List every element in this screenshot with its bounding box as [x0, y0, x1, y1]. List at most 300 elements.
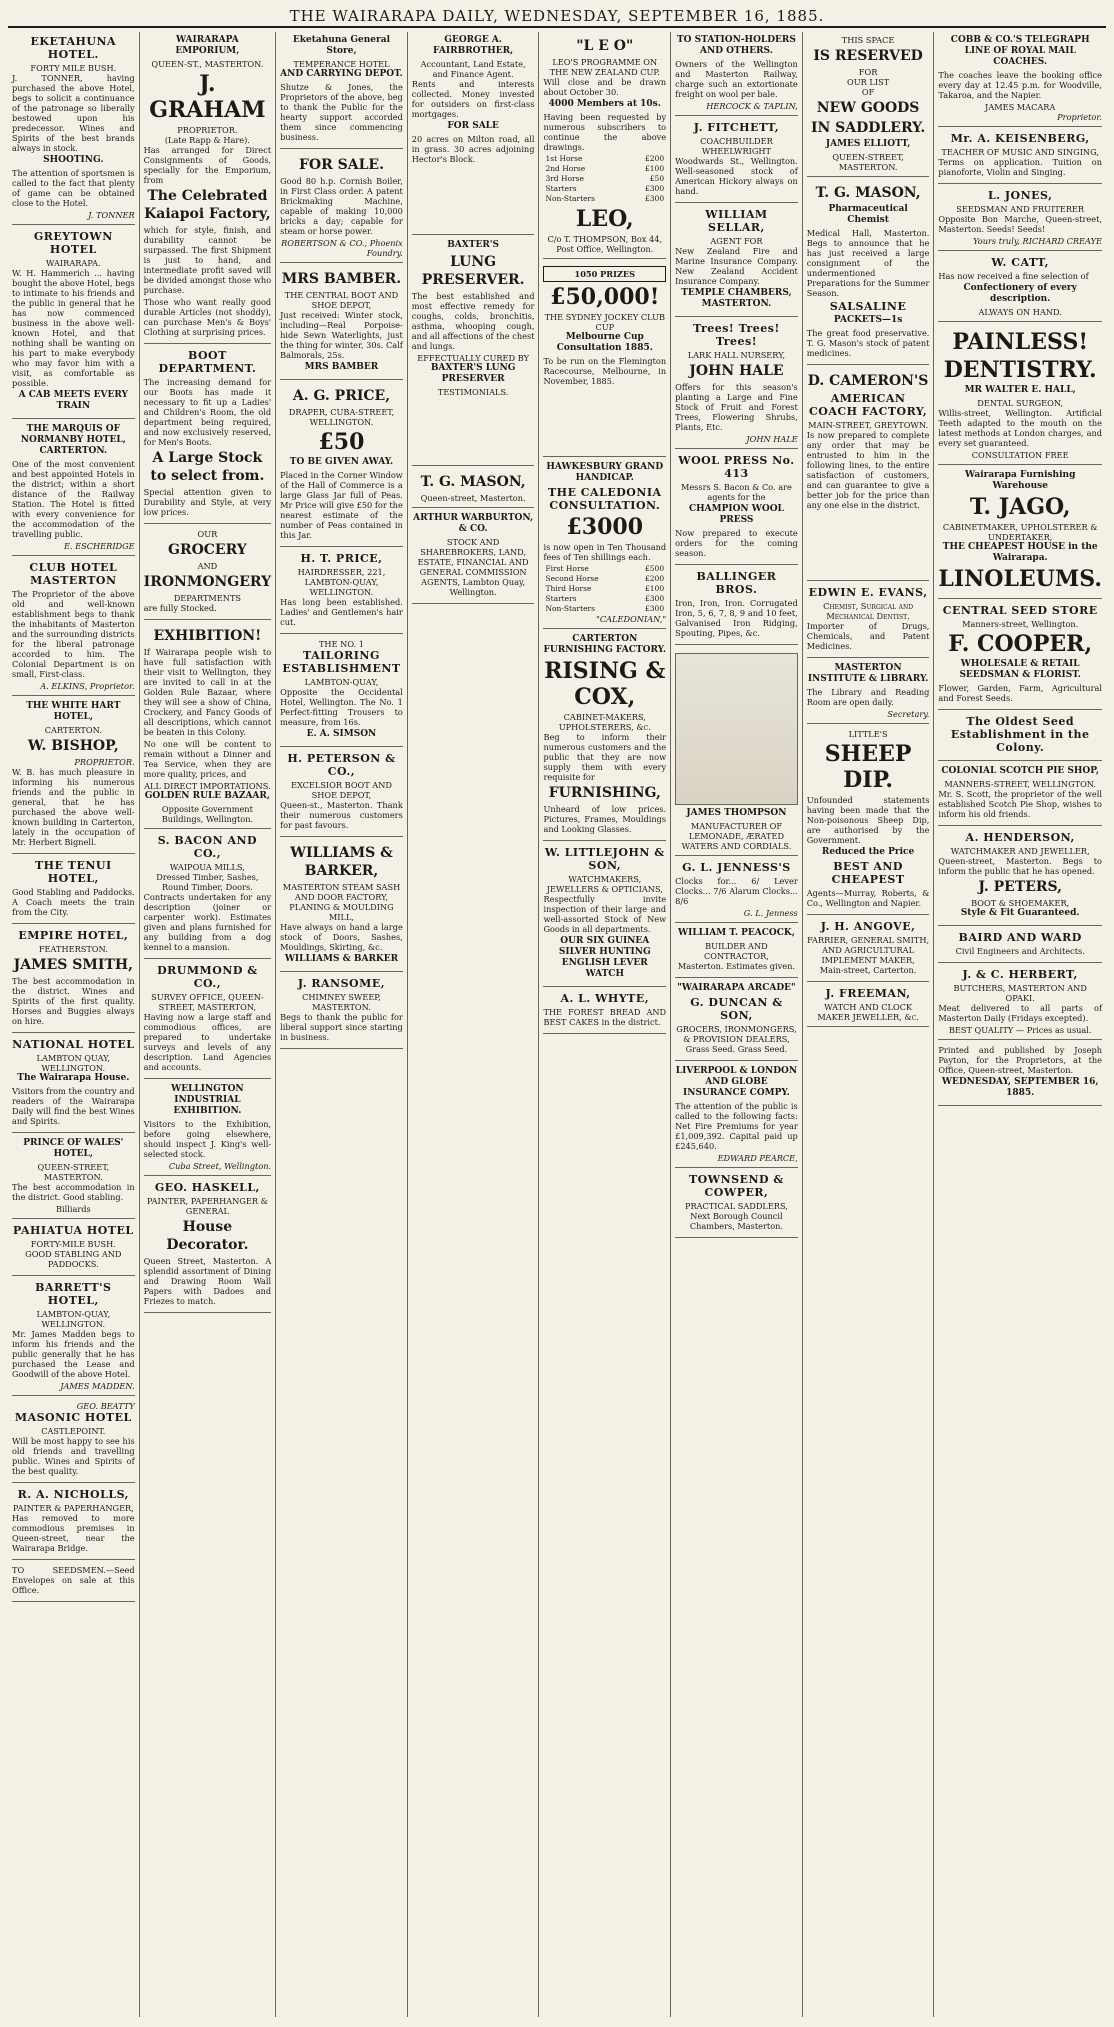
ad-signature: JAMES MACARA: [985, 102, 1056, 112]
ad-signature: Cuba Street, Wellington.: [168, 1161, 272, 1171]
ad-title: R. A. NICHOLLS,: [17, 1488, 129, 1501]
ad-eketahuna-store: [280, 32, 403, 149]
ad-subtitle: Messrs S. Bacon & Co. are agents for the: [680, 482, 792, 502]
ad-for-sale: [280, 151, 403, 263]
ad-section: SHOOTING.: [43, 155, 104, 165]
ad-body: Good Stabling and Paddocks. A Coach meets the train from the City.: [12, 887, 135, 917]
ad-role: WHOLESALE & RETAIL SEEDSMAN & FLORIST.: [959, 659, 1081, 680]
ad-title: J. FREEMAN,: [825, 987, 911, 1000]
ad-keisenberg: [938, 129, 1102, 184]
ad-signature: "CALEDONIAN,": [596, 614, 667, 624]
ad-townsend-cowper: [675, 1170, 798, 1238]
ad-body: Terms on application. Tuition on pianoforte, Violin and Singing.: [938, 157, 1102, 177]
ad-text: Dressed Timber, Sashes, Round Timber, Doors.: [156, 872, 259, 892]
ad-jago-furnishing: [938, 467, 1102, 599]
ad-body: is now open in Ten Thousand fees of Ten shillings each.: [543, 542, 667, 562]
ad-body: The attention of the public is called to the following facts: Net Fire Premiums for year £1,009,392. Capital paid up £245,640.: [675, 1101, 798, 1151]
ad-name: JAMES SMITH,: [13, 957, 133, 973]
ad-henderson: [938, 828, 1102, 926]
ad-body: Woodwards St., Wellington. Well-seasoned stock of American Hickory always on hand.: [675, 156, 798, 196]
ad-subtitle: THE CENTRAL BOOT AND SHOE DEPOT,: [284, 290, 399, 310]
ad-text: IS RESERVED: [813, 48, 923, 64]
ad-text: NEW GOODS: [816, 100, 920, 116]
ad-white-hart-hotel: [12, 698, 135, 854]
ad-body: GOOD STABLING AND PADDOCKS.: [25, 1249, 122, 1269]
ad-title: T. G. MASON,: [815, 185, 921, 201]
ad-subtitle: GROCERS, IRONMONGERS, & PROVISION DEALERS,: [676, 1024, 797, 1044]
ad-title: MASONIC HOTEL: [14, 1411, 132, 1424]
ad-body: Iron, Iron, Iron. Corrugated Iron, 5, 6, 7, 8, 9 and 10 feet, Galvanised Iron Ridging, Spouting, Pipes, &c.: [675, 598, 798, 638]
ad-name: J. PETERS,: [978, 879, 1063, 895]
ad-title: PRINCE OF WALES' HOTEL,: [23, 1138, 124, 1159]
ad-text: IRONMONGERY: [143, 574, 272, 590]
ad-body: The attention of sportsmen is called to the fact that plenty of game can be obtained close to the Hotel.: [12, 168, 135, 208]
ad-text: FOR: [858, 67, 878, 77]
ad-subtitle: THE SYDNEY JOCKEY CLUB CUP: [544, 312, 665, 332]
ad-subtitle: QUEEN-STREET, MASTERTON.: [832, 152, 904, 172]
ad-text: THE CHEAPEST HOUSE in the Wairarapa.: [942, 542, 1098, 563]
ad-subtitle: FORTY-MILE BUSH.: [30, 1239, 116, 1249]
ad-text: ALL DIRECT IMPORTATIONS.: [144, 781, 271, 791]
table-row: Starters £300: [545, 184, 665, 193]
ad-hawkesbury: [543, 459, 666, 629]
ad-title: 1050 PRIZES: [543, 266, 666, 282]
ad-liverpool-insurance: [675, 1063, 798, 1168]
ad-title: THE WHITE HART HOTEL,: [26, 701, 121, 722]
ad-name: CHAMPION WOOL PRESS: [688, 504, 784, 525]
ad-body: The Proprietor of the above old and well-known establishment begs to thank the inhabitants of Masterton and the surrounding districts for the liberal patronage accorded to him. The Colonial Department is on small, First-class.: [12, 589, 135, 679]
ad-body: Has arranged for Direct Consignments of Goods, specially for the Emporium, from: [143, 145, 272, 185]
ad-body: The Library and Reading Room are open daily.: [806, 687, 930, 707]
ad-subtitle: WATCHMAKER AND JEWELLER,: [950, 846, 1090, 856]
ad-title: Eketahuna General Store,: [292, 35, 391, 56]
ad-boot-department: [144, 346, 272, 524]
ad-whyte: [543, 989, 666, 1034]
ad-body: The best accommodation in the district. Wines and Spirits of the first quality. Horses and Buggies always on hire.: [12, 976, 135, 1026]
column-4: [408, 32, 540, 2017]
ad-body: Opposite Bon Marche, Queen-street, Masterton. Seeds! Seeds!: [938, 214, 1102, 234]
column-7: [803, 32, 935, 2017]
ad-body: Importer of Drugs, Chemicals, and Patent Medicines.: [806, 621, 930, 651]
ad-subtitle: CASTLEPOINT.: [41, 1426, 106, 1436]
ad-barretts-hotel: [12, 1278, 135, 1396]
ad-title: "L E O": [576, 38, 634, 54]
ad-baird-ward: [938, 928, 1102, 963]
ad-name: AND CARRYING DEPOT.: [280, 69, 403, 79]
columns: [8, 32, 1106, 2017]
ad-subtitle: Pharmaceutical Chemist: [828, 204, 908, 225]
ad-subtitle: CHIMNEY SWEEP, MASTERTON.: [302, 992, 381, 1012]
ad-name: F. COOPER,: [948, 631, 1093, 657]
ad-angove: [807, 917, 930, 982]
ad-subtitle: THE CALEDONIA CONSULTATION.: [548, 486, 662, 512]
ad-title: LIVERPOOL & LONDON AND GLOBE INSURANCE COMPY.: [675, 1066, 798, 1098]
ad-body: Clocks for... 6/ Lever Clocks... 7/6 Alarum Clocks... 8/6: [675, 876, 798, 906]
ad-littlejohn: [543, 843, 666, 987]
ad-body: Will be most happy to see his old friends and travelling public. Wines and Spirits of the best quality.: [12, 1436, 135, 1476]
ad-text: Reduced the Price: [821, 847, 915, 857]
ad-subtitle: Chemist, Surgical and Mechanical Dentist.: [823, 601, 914, 621]
ad-title: CENTRAL SEED STORE: [942, 604, 1098, 617]
ad-masonic-hotel: [12, 1398, 135, 1483]
ad-title: A. HENDERSON,: [965, 831, 1075, 844]
ad-signature: CONSULTATION FREE: [971, 450, 1069, 460]
ad-tenui-hotel: [12, 856, 135, 924]
ad-body: Rents and interests collected. Money invested for outsiders on first-class mortgages.: [411, 79, 535, 119]
ad-station-holders: [675, 32, 798, 116]
ad-text: THIS SPACE: [841, 35, 895, 45]
ad-subtitle: EFFECTUALLY CURED BY: [417, 353, 529, 363]
ad-signature: E. A. SIMSON: [306, 729, 377, 739]
ad-section: FOR SALE: [447, 121, 499, 131]
ad-title: WILLIAM SELLAR,: [705, 208, 768, 234]
ad-name: TAILORING ESTABLISHMENT: [282, 649, 401, 675]
ad-body: The coaches leave the booking office every day at 12.45 p.m. for Woodville, Takaroa, and the Napier.: [938, 70, 1102, 100]
ad-name: SHEEP DIP.: [824, 741, 912, 793]
ad-body: The great food preservative. T. G. Mason's stock of patent medicines.: [806, 328, 930, 358]
ad-hairdresser: [280, 549, 403, 634]
ad-name: LEO,: [575, 206, 634, 232]
ad-eketahuna-hotel: [12, 32, 135, 225]
ad-title: H. T. PRICE,: [300, 552, 383, 565]
ad-national-hotel: [12, 1035, 135, 1133]
ad-name: DENTISTRY.: [943, 357, 1097, 383]
ad-body: Next Borough Council Chambers, Masterton.: [689, 1211, 784, 1231]
ad-rising-cox: [543, 631, 666, 841]
ad-title: BAXTER'S: [447, 240, 500, 250]
imprint: [938, 1042, 1102, 1106]
column-3: [276, 32, 408, 2017]
ad-title: THE NO. 1: [318, 639, 364, 649]
ad-subtitle: LARK HALL NURSERY,: [687, 350, 786, 360]
ad-body: W. B. has much pleasure in informing his numerous friends and the public in general, that he has purchased the above well-known building in Carterton, lately in the occupation of Mr. Herbert Bignell.: [12, 767, 135, 847]
ad-note: (Late Rapp & Hare).: [164, 135, 250, 145]
ad-section: TESTIMONIALS.: [437, 387, 509, 397]
ad-title: D. CAMERON'S: [807, 373, 929, 389]
prize-table: [543, 154, 666, 204]
ad-haskell: [144, 1178, 272, 1313]
ad-subtitle: DRAPER, CUBA-STREET, WELLINGTON.: [288, 407, 395, 427]
ad-body: Agents—Murray, Roberts, & Co., Wellington and Napier.: [806, 888, 930, 908]
ad-role: PROPRIETOR.: [177, 125, 238, 135]
ad-subtitle: PRACTICAL SADDLERS,: [684, 1201, 788, 1211]
ad-body: Begs to thank the public for liberal support since starting in business.: [280, 1012, 403, 1042]
ad-name: BAXTER'S LUNG PRESERVER: [430, 363, 516, 384]
prize-table: [543, 564, 666, 614]
ad-address: C/o T. THOMPSON, Box 44, Post Office, Wellington.: [547, 234, 663, 254]
ad-subtitle: LEO'S PROGRAMME ON THE NEW ZEALAND CUP.: [549, 57, 660, 77]
ad-body: Opposite the Occidental Hotel, Wellington. The No. 1 Perfect-fitting Trousers to measure, from 16s.: [280, 687, 403, 727]
ad-title: A. G. PRICE,: [292, 388, 391, 404]
ad-text: FURNISHING,: [548, 785, 661, 801]
ad-name: JAMES ELLIOTT,: [825, 139, 911, 149]
ad-fairbrother: [412, 32, 535, 235]
ad-catt: [938, 253, 1102, 322]
ad-name: G. DUNCAN & SON,: [690, 996, 783, 1022]
ad-freeman: [807, 984, 930, 1027]
column-1: [8, 32, 140, 2017]
ad-signature: GEO. BEATTY: [76, 1401, 135, 1411]
ad-title: "WAIRARAPA ARCADE": [677, 983, 796, 993]
ad-normanby-hotel: [12, 421, 135, 556]
ad-body: Has long been established. Ladies' and Gentlemen's hair cut.: [280, 597, 403, 627]
ad-text: Style & Fit Guaranteed.: [960, 908, 1080, 918]
ad-body: Is now prepared to complete any order that may be entrusted to him in the following lines, to the entire satisfaction of customers, and can guarantee to give a better job for the price than any one else in the district.: [806, 430, 930, 510]
ad-title: TOWNSEND & COWPER,: [689, 1173, 784, 1199]
ad-wairarapa-emporium: [144, 32, 272, 344]
ad-text: OF: [861, 87, 875, 97]
ad-signature: T. G. MASON,: [420, 474, 526, 490]
ad-dentistry: [938, 324, 1102, 465]
ad-ballinger: [675, 567, 798, 645]
ad-body: Will close and be drawn about October 30.: [543, 77, 667, 97]
ad-subtitle: Melbourne Cup Consultation 1885.: [556, 332, 653, 353]
ad-title: PAHIATUA HOTEL: [13, 1224, 134, 1237]
ad-amount: £3000: [566, 514, 644, 540]
ad-subtitle: TEMPERANCE HOTEL: [293, 59, 390, 69]
ad-signature: Billiards: [55, 1204, 91, 1214]
ad-body: Has now received a fine selection of: [938, 271, 1089, 281]
ad-amount: £50: [318, 429, 365, 455]
ad-text: SALSALINE: [829, 300, 907, 313]
ad-signature: WILLIAMS & BARKER: [284, 954, 399, 964]
ad-body: STOCK AND SHAREBROKERS, LAND, ESTATE, FINANCIAL AND GENERAL COMMISSION AGENTS, Lambton Quay, Wellington.: [417, 537, 529, 597]
ad-text: OUR: [197, 529, 218, 539]
ad-subtitle: CARTERTON.: [44, 725, 102, 735]
ad-signature: MRS BAMBER: [304, 362, 379, 372]
ad-body: Medical Hall, Masterton. Begs to announce that he has just received a large consignment of the undermentioned Preparations for the Summer Season.: [806, 228, 930, 298]
ad-title: J. & C. HERBERT,: [962, 968, 1078, 981]
ad-subtitle: CABINETMAKER, UPHOLSTERER & UNDERTAKER,: [942, 522, 1098, 542]
ad-title: EXHIBITION!: [153, 628, 262, 644]
masthead-title: THE WAIRARAPA DAILY, WEDNESDAY, SEPTEMBER 16, 1885.: [289, 7, 825, 25]
ad-subtitle: FORTY MILE BUSH.: [30, 63, 117, 73]
ad-subtitle: LAMBTON-QUAY,: [304, 677, 379, 687]
ad-baxters-lung-preserver: [412, 237, 535, 466]
ad-signature: BEST QUALITY — Prices as usual.: [948, 1025, 1092, 1035]
ad-title: Wairarapa Furnishing Warehouse: [965, 470, 1076, 491]
ad-title: MASTERTON INSTITUTE & LIBRARY.: [807, 663, 929, 684]
masthead: [8, 6, 1106, 28]
ad-body: Having now a large staff and commodious offices, are prepared to undertake surveys and levels of any description. Land Agencies and accounts.: [143, 1012, 272, 1072]
ad-signature: J. TONNER: [88, 210, 135, 220]
ad-title: BARRETT'S HOTEL,: [35, 1281, 112, 1307]
ad-leo: [543, 32, 666, 259]
imprint-body: Printed and published by Joseph Payton, for the Proprietors, at the Office, Queen-street, Masterton.: [938, 1045, 1102, 1075]
ad-masterton-institute: [807, 660, 930, 724]
ad-pahiatua-hotel: [12, 1221, 135, 1276]
ad-mason-agent: [412, 468, 535, 508]
ad-title: COLONIAL SCOTCH PIE SHOP,: [941, 766, 1099, 776]
ad-ransome: [280, 974, 403, 1049]
ad-title: BALLINGER BROS.: [696, 570, 777, 596]
ad-cup-consultation: [543, 261, 666, 457]
ad-body: Those who want really good durable Articles (not shoddy), can purchase Men's & Boys' Clothing at surprising prices.: [143, 297, 272, 337]
ad-herbert-butchers: [938, 965, 1102, 1040]
ad-signature: JAMES MADDEN.: [60, 1381, 135, 1391]
ad-cooper-seeds: [938, 601, 1102, 710]
ad-signature: HERCOCK & TAPLIN,: [706, 101, 798, 111]
column-5: [539, 32, 671, 2017]
ad-name: RISING & COX,: [544, 658, 666, 710]
table-row: Non-Starters £300: [545, 604, 665, 613]
ad-title: FOR SALE.: [298, 157, 384, 173]
ad-subtitle: COACHBUILDER WHEELWRIGHT: [700, 136, 773, 156]
ad-role: DENTAL SURGEON,: [977, 398, 1064, 408]
ad-body: J. TONNER, having purchased the above Hotel, begs to solicit a continuance of the patronage so liberally bestowed upon his predecessor. Wines and Spirits of the best brands always in stock.: [12, 73, 135, 153]
table-row: Starters £300: [545, 594, 665, 603]
ad-subtitle: WAIPOUA MILLS,: [169, 862, 245, 872]
ad-title: CARTERTON FURNISHING FACTORY.: [543, 634, 667, 655]
ad-city: WELLINGTON.: [41, 1319, 106, 1329]
ad-signature: A. ELKINS, Proprietor.: [40, 681, 135, 691]
ad-warburton: [412, 510, 535, 604]
ad-subtitle: WATCH AND CLOCK MAKER JEWELLER, &c.: [817, 1002, 919, 1022]
ad-sheep-dip: [807, 726, 930, 915]
ad-text: OUR LIST: [847, 77, 890, 87]
table-row: Non-Starters £300: [545, 194, 665, 203]
ad-body: Queen Street, Masterton. A splendid assortment of Dining and Drawing Room Wall Papers with Dadoes and Friezes to match.: [143, 1256, 272, 1306]
ad-subtitle: QUEEN-ST., MASTERTON.: [151, 59, 264, 69]
ad-title: L. JONES,: [987, 189, 1053, 202]
ad-title: H. PETERSON & CO.,: [287, 752, 396, 778]
ad-address: TEMPLE CHAMBERS, MASTERTON.: [681, 288, 792, 309]
table-row: 1st Horse £200: [545, 154, 665, 163]
ad-subtitle: BUILDER AND CONTRACTOR,: [703, 941, 769, 961]
ad-title: J. H. ANGOVE,: [820, 920, 916, 933]
ad-cameron-coach: [807, 367, 930, 581]
ad-title: ARTHUR WARBURTON, & CO.: [413, 513, 534, 534]
ad-signature: EDWARD PEARCE,: [717, 1153, 798, 1163]
ad-members: 4000 Members at 10s.: [548, 99, 661, 109]
ad-subtitle: Queen-street, Masterton.: [420, 493, 526, 503]
ad-title: NATIONAL HOTEL: [12, 1038, 135, 1051]
ad-name: GOLDEN RULE BAZAAR,: [144, 791, 271, 801]
ad-title: TO STATION-HOLDERS AND OTHERS.: [676, 35, 796, 56]
ad-subtitle: QUEEN-STREET, MASTERTON.: [37, 1162, 110, 1182]
ad-body: which for style, finish, and durability cannot be surpassed. The first Shipment is just to hand, and intermediate profit saved will be divided amongst those who purchase.: [143, 225, 272, 295]
ad-name: Confectionery of every description.: [963, 283, 1077, 304]
ad-subtitle: TEACHER OF MUSIC AND SINGING,: [941, 147, 1099, 157]
ad-body: The best accommodation in the district. Good stabling.: [12, 1182, 135, 1202]
ad-greytown-hotel: [12, 227, 135, 419]
ad-name: W. BISHOP,: [27, 738, 119, 754]
ad-subtitle: MASTERTON STEAM SASH AND DOOR FACTORY, PLANING & MOULDING MILL,: [282, 882, 401, 922]
ad-name: LUNG PRESERVER.: [421, 254, 525, 288]
ad-oldest-seed: [938, 712, 1102, 761]
ad-title: Mr. A. KEISENBERG,: [950, 132, 1090, 145]
ad-peterson: [280, 749, 403, 837]
ad-text: BEST AND CHEAPEST: [831, 860, 905, 886]
ad-signature: E. ESCHERIDGE: [64, 541, 135, 551]
ad-body: Now prepared to execute orders for the coming season.: [675, 528, 798, 558]
ad-bacon: [144, 831, 272, 959]
imprint-date: WEDNESDAY, SEPTEMBER 16, 1885.: [941, 1077, 1099, 1098]
ad-club-hotel: [12, 558, 135, 696]
ad-role: PROPRIETOR.: [74, 757, 135, 767]
ad-title: WILLIAMS & BARKER,: [290, 845, 393, 879]
ad-title: WELLINGTON INDUSTRIAL EXHIBITION.: [171, 1084, 244, 1116]
table-row: First Horse £500: [545, 564, 665, 573]
ad-subtitle: WAIRARAPA.: [46, 258, 101, 268]
ad-lark-hall-nursery: [675, 319, 798, 449]
ad-body: Masterton. Estimates given.: [677, 961, 795, 971]
ad-signature: OUR SIX GUINEA SILVER HUNTING ENGLISH LEVER WATCH: [558, 936, 651, 979]
ad-title: HAWKESBURY GRAND HANDICAP.: [546, 462, 664, 483]
ad-role: BOOT & SHOEMAKER,: [971, 898, 1070, 908]
ad-title: COBB & CO.'S TELEGRAPH LINE OF ROYAL MAIL COACHES.: [950, 35, 1090, 67]
ad-mrs-bamber: [280, 265, 403, 380]
ad-title: GEORGE A. FAIRBROTHER,: [433, 35, 514, 56]
ad-title: THE MARQUIS OF NORMANBY HOTEL, CARTERTON.: [20, 424, 126, 456]
ad-peacock: [675, 925, 798, 978]
ad-wool-press: [675, 451, 798, 565]
ad-title: W. CATT,: [991, 256, 1049, 269]
ad-stock: A Large Stock to select from.: [150, 450, 265, 484]
ad-exhibition: [144, 622, 272, 829]
ad-role: Proprietor.: [1057, 112, 1102, 122]
ad-subtitle: CABINET-MAKERS, UPHOLSTERERS, &c.: [558, 712, 651, 732]
ad-body: Offers for this season's planting a Large and Fine Stock of Fruit and Forest Trees, Flowering Shrubs, Plants, Etc.: [675, 382, 798, 432]
ad-body: Contracts undertaken for any description (joiner or carpenter work). Estimates given and plans furnished for any building from a dog kennel to a mansion.: [143, 892, 272, 952]
ad-text: GROCERY: [167, 542, 247, 558]
ad-body: are fully Stocked.: [143, 603, 217, 613]
table-row: 3rd Horse £50: [545, 174, 665, 183]
ad-evans-chemist: [807, 583, 930, 658]
ad-text: LINOLEUMS.: [938, 566, 1102, 592]
ad-title: LITTLE'S: [848, 729, 888, 739]
ad-body: Queen-st., Masterton. Thank their numerous customers for past favours.: [280, 800, 403, 830]
ad-body: Just received: Winter stock, including—Real Porpoise-hide Sewn Waterlights, just the thing for winter, 30s. Calf Balmorals, 25s.: [280, 310, 403, 360]
ad-signature: ROBERTSON & CO., Phoenix Foundry.: [281, 238, 403, 258]
ad-body: Good 80 h.p. Cornish Boiler, in First Class order. A patent Brickmaking Machine, capable of making 10,000 bricks a day; capable for steam or horse power.: [280, 176, 403, 236]
ad-body: Beg to inform their numerous customers and the public that they are now supply them with every requisite for: [543, 732, 667, 782]
ad-body: TO SEEDSMEN.—Seed Envelopes on sale at this Office.: [12, 1565, 135, 1595]
ad-address: Opposite Government Buildings, Wellington.: [161, 804, 254, 824]
ad-body: If Wairarapa people wish to have full satisfaction with their visit to Wellington, they are invited to call in at the Golden Rule Bazaar, where they will see a show of China, Crockery, and Fancy Goods of all descriptions, which cannot be beaten in this Colony.: [143, 647, 272, 737]
ad-title: The Oldest Seed Establishment in the Colony.: [950, 715, 1090, 754]
ad-body: To be run on the Flemington Racecourse, Melbourne, in November, 1885.: [543, 356, 667, 386]
ad-body: Unheard of low prices. Pictures, Frames, Mouldings and Looking Glasses.: [543, 804, 667, 834]
ad-title: A. L. WHYTE,: [560, 992, 650, 1005]
ad-title: EDWIN E. EVANS,: [808, 586, 928, 599]
ad-title: GEO. HASKELL,: [154, 1181, 260, 1194]
ad-subtitle: PAINTER & PAPERHANGER,: [12, 1503, 134, 1513]
ad-body: Have always on hand a large stock of Doors, Sashes, Mouldings, Skirting, &c.: [280, 922, 403, 952]
ad-subtitle: EXCELSIOR BOOT AND SHOE DEPOT,: [290, 780, 392, 800]
ad-jones-seedsman: [938, 186, 1102, 251]
ad-name: T. JAGO,: [969, 494, 1071, 520]
ad-text: DEPARTMENTS: [173, 593, 242, 603]
ad-title: PAINLESS!: [952, 329, 1088, 355]
ad-signature: G. L. Jenness: [743, 908, 798, 918]
ad-subtitle: MANUFACTURER OF LEMONADE, ÆRATED WATERS AND CORDIALS.: [681, 821, 792, 851]
column-2: [140, 32, 277, 2017]
ad-subtitle: FARRIER, GENERAL SMITH, AND AGRICULTURAL IMPLEMENT MAKER,: [807, 935, 930, 965]
ad-name: AMERICAN COACH FACTORY,: [809, 392, 928, 418]
table-row: Third Horse £100: [545, 584, 665, 593]
ad-signature: JOHN HALE: [746, 434, 798, 444]
ad-subtitle: HAIRDRESSER, 221, LAMBTON-QUAY, WELLINGTON.: [297, 567, 386, 597]
ad-body: Grass Seed. Grass Seed.: [685, 1044, 788, 1054]
column-8: [934, 32, 1106, 2017]
ad-subtitle: LAMBTON QUAY, WELLINGTON.: [36, 1053, 111, 1073]
ad-title: J. FITCHETT,: [693, 121, 780, 134]
ad-price-draper: [280, 382, 403, 547]
ad-body: Placed in the Corner Window of the Hall of Commerce is a large Glass Jar full of Peas. Mr Price will give £50 for the nearest estimate of the number of Peas contained in this Jar.: [280, 470, 403, 540]
ad-signature: Secretary.: [887, 709, 930, 719]
ad-amount: £50,000!: [550, 284, 660, 310]
